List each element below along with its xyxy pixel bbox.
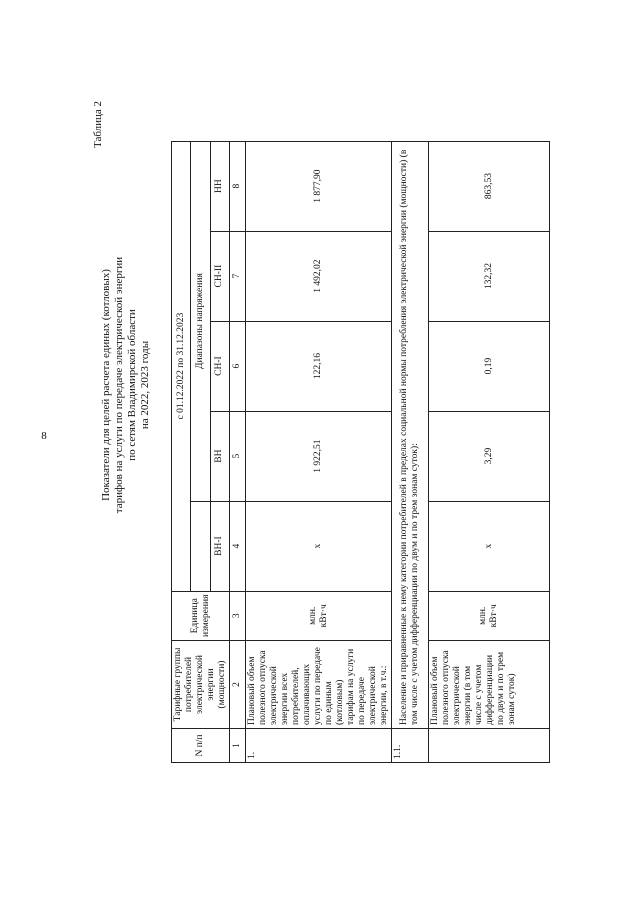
row-group: Плановый объем полезного отпуска электрической энергии всех потребителей, оплачивающих услуги по передаче по единым (котловым) тарифам на услуги по передаче электрической энергии, в т.ч.: bbox=[246, 641, 392, 729]
page-number: 8 bbox=[41, 430, 47, 442]
value-sn1: 122,16 bbox=[246, 321, 392, 411]
col-number: 7 bbox=[230, 231, 246, 321]
title-line: Показатели для целей расчета единых (котловых) bbox=[100, 269, 112, 501]
col-number: 2 bbox=[230, 641, 246, 729]
table-row bbox=[429, 141, 550, 762]
header-period: с 01.12.2022 по 31.12.2023 bbox=[172, 141, 191, 591]
value-vn1: x bbox=[429, 501, 550, 591]
header-sn2: СН-II bbox=[210, 231, 229, 321]
header-unit: Единица измерения bbox=[172, 591, 230, 640]
value-vn: 3,29 bbox=[429, 411, 550, 501]
value-sn2: 132,32 bbox=[429, 231, 550, 321]
header-empty bbox=[191, 501, 210, 591]
value-vn: 1 922,51 bbox=[246, 411, 392, 501]
value-nn: 863,53 bbox=[429, 141, 550, 231]
title-line: тарифов на услуги по передаче электрической энергии bbox=[113, 256, 125, 514]
title-line: на 2022, 2023 годы bbox=[139, 340, 151, 430]
tariff-table bbox=[171, 141, 550, 763]
col-number: 1 bbox=[230, 729, 246, 763]
col-number: 4 bbox=[230, 501, 246, 591]
row-number: 1.1. bbox=[392, 729, 429, 763]
header-sn1: СН-I bbox=[210, 321, 229, 411]
col-number: 6 bbox=[230, 321, 246, 411]
title-line: по сетям Владимирской области bbox=[126, 309, 138, 461]
row-unit: млн. кВт·ч bbox=[429, 591, 550, 640]
header-nn: НН bbox=[210, 141, 229, 231]
col-number: 8 bbox=[230, 141, 246, 231]
header-vn1: ВН-I bbox=[210, 501, 229, 591]
table-row bbox=[246, 141, 392, 762]
header-ranges: Диапазоны напряжения bbox=[191, 141, 210, 501]
table-row bbox=[392, 141, 429, 762]
header-group: Тарифные группы потребителей электрической энергии (мощности) bbox=[172, 641, 230, 729]
header-vn: ВН bbox=[210, 411, 229, 501]
value-sn1: 0,19 bbox=[429, 321, 550, 411]
col-number: 5 bbox=[230, 411, 246, 501]
value-vn1: x bbox=[246, 501, 392, 591]
value-nn: 1 877,90 bbox=[246, 141, 392, 231]
row-unit: млн. кВт·ч bbox=[246, 591, 392, 640]
header-num: N п/п bbox=[172, 729, 230, 763]
value-sn2: 1 492,02 bbox=[246, 231, 392, 321]
row-category-text: Население и приравненные к нему категории потребителей в пределах социальной нормы потребления электрической энергии (мощности) (в том числе с учетом дифференциации по двум и по трем зонам суток): bbox=[392, 141, 429, 728]
table-label: Таблица 2 bbox=[92, 100, 104, 148]
col-number: 3 bbox=[230, 591, 246, 640]
document-title bbox=[100, 25, 152, 745]
row-group: Плановый объем полезного отпуска электрической энергии (в том числе с учетом дифференциации по двум и по трем зонам суток) bbox=[429, 641, 550, 729]
row-number: 1. bbox=[246, 729, 392, 763]
column-numbers-row bbox=[230, 141, 246, 762]
row-number-empty bbox=[429, 729, 550, 763]
